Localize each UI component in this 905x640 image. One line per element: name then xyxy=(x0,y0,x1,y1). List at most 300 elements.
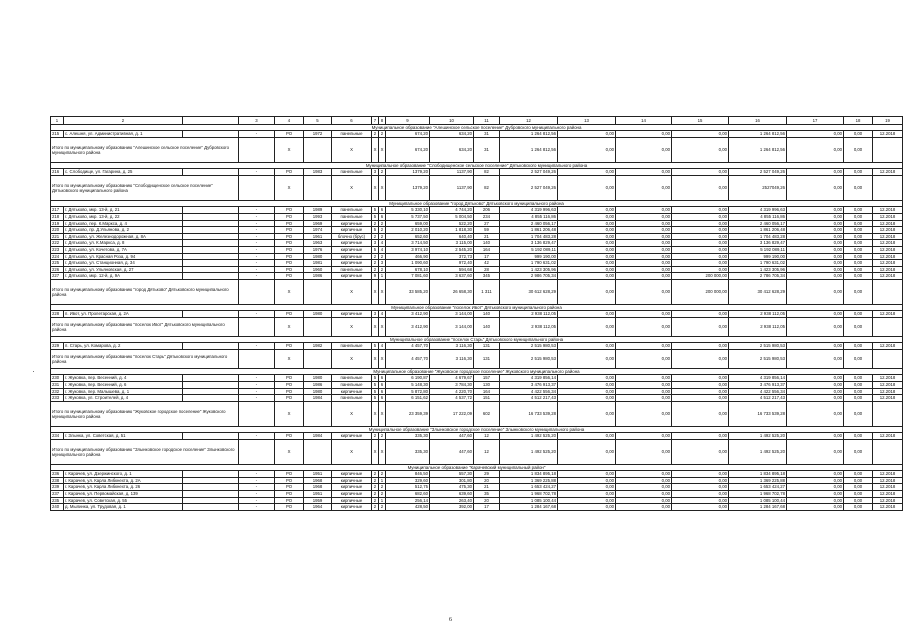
table-cell: 0,00 xyxy=(558,490,616,497)
table-cell: кирпичные xyxy=(332,484,372,491)
total-cell: 3 412,90 xyxy=(386,317,430,336)
register-table-body xyxy=(51,117,903,511)
table-cell: кирпичные xyxy=(332,227,372,234)
table-cell: 0,00 xyxy=(844,214,873,221)
table-row xyxy=(51,233,903,240)
table-cell: 227 xyxy=(51,273,64,280)
table-cell: 0,00 xyxy=(672,207,729,214)
table-cell: 0,00 xyxy=(558,381,616,388)
total-label: Итого по муниципальному образованию "Слободищенское сельское поселение" Дятьковского муниципального района xyxy=(51,176,239,201)
table-cell: г. Дятьково, пр. Д.Ульянова, д. 2 xyxy=(64,227,183,234)
total-cell: 0,00 xyxy=(616,439,672,464)
table-cell: РО xyxy=(275,388,304,395)
table-cell: 3 714,50 xyxy=(386,240,430,247)
table-cell: 1984 xyxy=(304,395,332,402)
table-row xyxy=(51,207,903,214)
table-cell: 0,00 xyxy=(787,490,844,497)
table-cell: 1980 xyxy=(304,375,332,382)
table-cell: РО xyxy=(275,433,304,440)
total-cell: 82 xyxy=(474,176,500,201)
table-cell: г. Дятьково, мкр. 13-й, д. 21 xyxy=(64,207,183,214)
table-cell: г. Злынка, ул. Советская, д. 51 xyxy=(64,433,183,440)
table-cell: 4 319 996,63 xyxy=(500,207,558,214)
table-cell xyxy=(183,311,239,318)
header-cell: 3 xyxy=(239,117,275,125)
table-cell: 4 457,70 xyxy=(386,343,430,350)
table-cell: 0,00 xyxy=(558,220,616,227)
table-cell: 2 515 980,53 xyxy=(500,343,558,350)
table-cell: 12 xyxy=(474,433,500,440)
total-cell xyxy=(239,401,275,426)
total-label: Итого по муниципальному образованию "город Дятьково" Дятьковского муниципального района xyxy=(51,279,239,304)
total-cell: X xyxy=(379,279,386,304)
table-cell: 1 284 167,68 xyxy=(500,504,558,511)
table-row xyxy=(51,388,903,395)
table-cell: 0,00 xyxy=(787,343,844,350)
table-cell: РО xyxy=(275,233,304,240)
table-cell: 151 xyxy=(474,395,500,402)
table-cell: 0,00 xyxy=(672,477,729,484)
table-cell xyxy=(183,477,239,484)
total-cell: 0,00 xyxy=(844,279,873,304)
table-cell: 0,00 xyxy=(616,233,672,240)
table-cell: панельные xyxy=(332,131,372,138)
table-cell: 0,00 xyxy=(844,246,873,253)
table-cell: 29 xyxy=(474,471,500,478)
table-row xyxy=(51,260,903,267)
total-cell: X xyxy=(275,138,304,163)
table-cell: 639,60 xyxy=(430,490,474,497)
scan-speck xyxy=(33,371,34,372)
total-cell: X xyxy=(379,401,386,426)
table-cell: 0,00 xyxy=(558,433,616,440)
table-cell: 659,00 xyxy=(386,220,430,227)
total-label: Итого по муниципальному образованию "Злынковское городское поселение" Злынковского муниципального района xyxy=(51,439,239,464)
table-cell: РО xyxy=(275,266,304,273)
table-cell: 2 xyxy=(372,131,379,138)
table-cell: 594,68 xyxy=(430,266,474,273)
total-cell: 0,00 xyxy=(558,138,616,163)
table-cell: 0,00 xyxy=(616,477,672,484)
table-cell xyxy=(183,169,239,176)
table-cell: 0,00 xyxy=(844,131,873,138)
table-cell: 634,20 xyxy=(430,131,474,138)
table-cell: 0,00 xyxy=(844,169,873,176)
table-cell: 0,00 xyxy=(616,504,672,511)
table-cell: кирпичные xyxy=(332,471,372,478)
table-cell: РО xyxy=(275,311,304,318)
table-cell: 846,50 xyxy=(386,471,430,478)
total-cell: X xyxy=(372,317,379,336)
table-cell: 557,30 xyxy=(430,471,474,478)
table-cell: 0,00 xyxy=(844,477,873,484)
total-cell: 0,00 xyxy=(672,317,729,336)
table-cell: 6 xyxy=(379,214,386,221)
table-cell: - xyxy=(239,240,275,247)
table-cell: 4 512 217,43 xyxy=(729,395,787,402)
table-cell: 0,00 xyxy=(844,490,873,497)
register-table xyxy=(50,116,903,511)
table-cell: 220 xyxy=(51,227,64,234)
table-cell xyxy=(183,233,239,240)
table-cell: 2 010,20 xyxy=(386,227,430,234)
table-cell: кирпичные xyxy=(332,260,372,267)
table-cell: - xyxy=(239,504,275,511)
table-cell: 6 xyxy=(379,375,386,382)
header-cell-blank xyxy=(183,117,239,125)
table-cell: 0,00 xyxy=(787,207,844,214)
total-cell: 602 xyxy=(474,401,500,426)
table-cell: 1 968 702,78 xyxy=(729,490,787,497)
table-cell: - xyxy=(239,246,275,253)
table-cell: РО xyxy=(275,214,304,221)
table-cell: 12.2018 xyxy=(873,233,903,240)
table-cell: 4 220,70 xyxy=(430,388,474,395)
total-cell: X xyxy=(275,317,304,336)
table-cell: кирпичные xyxy=(332,490,372,497)
table-cell: - xyxy=(239,253,275,260)
table-cell: 2 xyxy=(379,471,386,478)
table-cell: РО xyxy=(275,477,304,484)
table-cell: 4 679,67 xyxy=(430,375,474,382)
table-cell: 2 545,20 xyxy=(430,246,474,253)
table-cell: 0,00 xyxy=(844,433,873,440)
total-cell: 0,00 xyxy=(844,401,873,426)
table-cell: РО xyxy=(275,169,304,176)
total-cell: 0,00 xyxy=(844,439,873,464)
total-row xyxy=(51,349,903,368)
table-cell: 1961 xyxy=(304,233,332,240)
table-cell: 3 xyxy=(372,169,379,176)
header-cell: 18 xyxy=(844,117,873,125)
table-cell: г. Карачев, ул. Дзержинского, д. 1 xyxy=(64,471,183,478)
table-cell: 5 872,80 xyxy=(386,388,430,395)
table-cell: 206 xyxy=(474,207,500,214)
table-cell: - xyxy=(239,497,275,504)
table-cell: 1 818,30 xyxy=(430,227,474,234)
table-cell xyxy=(183,266,239,273)
table-cell: 0,00 xyxy=(616,246,672,253)
table-cell: 0,00 xyxy=(844,240,873,247)
table-cell: 0,00 xyxy=(558,253,616,260)
table-cell: 0,00 xyxy=(672,227,729,234)
table-row xyxy=(51,246,903,253)
header-cell: 12 xyxy=(500,117,558,125)
table-cell: 1 369 225,88 xyxy=(729,477,787,484)
total-cell xyxy=(239,349,275,368)
total-cell: 26 658,30 xyxy=(430,279,474,304)
table-cell: 1986 xyxy=(304,381,332,388)
table-row xyxy=(51,395,903,402)
table-cell: 6 xyxy=(379,207,386,214)
table-cell: 0,00 xyxy=(558,477,616,484)
table-cell: 640,40 xyxy=(430,233,474,240)
table-cell: 223 xyxy=(51,246,64,253)
table-cell: - xyxy=(239,169,275,176)
table-cell: 1980 xyxy=(304,253,332,260)
table-cell: 12.2018 xyxy=(873,388,903,395)
table-cell: РО xyxy=(275,260,304,267)
table-cell: 1379,20 xyxy=(386,169,430,176)
table-cell: 231 xyxy=(51,381,64,388)
total-cell: 335,30 xyxy=(386,439,430,464)
table-cell: 652,60 xyxy=(386,233,430,240)
header-cell: 2 xyxy=(64,117,183,125)
total-cell: 30 412 628,29 xyxy=(729,279,787,304)
table-cell: 0,00 xyxy=(672,343,729,350)
table-cell: г. Дятьково, ул. К.Маркса, д. 8 xyxy=(64,240,183,247)
total-cell: 0,00 xyxy=(844,317,873,336)
total-cell: X xyxy=(332,279,372,304)
table-cell: панельные xyxy=(332,395,372,402)
table-cell: 12.2018 xyxy=(873,504,903,511)
total-cell xyxy=(873,401,903,426)
table-cell: 1964 xyxy=(304,504,332,511)
table-cell: 0,00 xyxy=(616,220,672,227)
table-cell xyxy=(183,273,239,280)
total-cell: 0,00 xyxy=(558,439,616,464)
total-cell: X xyxy=(332,401,372,426)
table-row xyxy=(51,311,903,318)
table-cell: 0,00 xyxy=(787,246,844,253)
table-cell: 0,00 xyxy=(558,131,616,138)
table-cell: 0,00 xyxy=(672,490,729,497)
total-cell: X xyxy=(379,317,386,336)
table-cell: 2 527 049,26 xyxy=(729,169,787,176)
table-cell: 200 000,00 xyxy=(672,273,729,280)
table-cell: 5 xyxy=(372,381,379,388)
table-cell: 0,00 xyxy=(558,240,616,247)
table-cell: РО xyxy=(275,253,304,260)
table-cell: 5 xyxy=(372,207,379,214)
table-cell: 236 xyxy=(51,471,64,478)
total-cell xyxy=(304,279,332,304)
table-cell: 3 115,00 xyxy=(430,240,474,247)
table-cell: 1968 xyxy=(304,477,332,484)
table-cell: 5 330,10 xyxy=(386,207,430,214)
table-cell: 301,80 xyxy=(430,477,474,484)
table-row xyxy=(51,169,903,176)
table-cell: 3 476 913,37 xyxy=(729,381,787,388)
table-cell: г. Карачев, ул. Карла Либкнехта, д. 26 xyxy=(64,484,183,491)
table-cell: 12.2018 xyxy=(873,266,903,273)
total-cell: 4 457,70 xyxy=(386,349,430,368)
table-cell: 2 xyxy=(379,220,386,227)
table-cell: 0,00 xyxy=(672,484,729,491)
total-cell: 140 xyxy=(474,317,500,336)
total-cell xyxy=(873,279,903,304)
table-cell: 1981 xyxy=(304,260,332,267)
header-cell: 13 xyxy=(558,117,616,125)
table-cell: 2 xyxy=(372,260,379,267)
table-row xyxy=(51,253,903,260)
table-cell: 4 537,72 xyxy=(430,395,474,402)
table-cell: 0,00 xyxy=(616,260,672,267)
table-cell: 1980 xyxy=(304,388,332,395)
header-cell: 4 xyxy=(275,117,304,125)
table-cell: г. Дятьково, мкр. 12-й, д. 9А xyxy=(64,273,183,280)
table-cell: 0,00 xyxy=(844,381,873,388)
total-cell: 0,00 xyxy=(787,176,844,201)
table-cell: 3 116,30 xyxy=(430,343,474,350)
total-cell: X xyxy=(372,401,379,426)
table-cell: 972,40 xyxy=(430,260,474,267)
table-cell: 0,00 xyxy=(616,471,672,478)
table-row xyxy=(51,381,903,388)
table-cell: - xyxy=(239,227,275,234)
table-cell: 3 637,60 xyxy=(430,273,474,280)
table-cell: 0,00 xyxy=(787,484,844,491)
table-cell: 217 xyxy=(51,207,64,214)
table-row xyxy=(51,490,903,497)
table-cell: - xyxy=(239,273,275,280)
table-cell: 0,00 xyxy=(616,131,672,138)
table-cell: 2 xyxy=(379,433,386,440)
table-cell: - xyxy=(239,375,275,382)
table-cell: 0,00 xyxy=(672,246,729,253)
total-cell: 0,00 xyxy=(672,401,729,426)
header-cell: 14 xyxy=(616,117,672,125)
table-cell: 12.2018 xyxy=(873,497,903,504)
table-cell: кирпичные xyxy=(332,311,372,318)
total-cell: 2 515 980,53 xyxy=(500,349,558,368)
total-cell: 0,00 xyxy=(616,138,672,163)
table-cell: 17 xyxy=(474,504,500,511)
table-cell: 5 xyxy=(372,388,379,395)
table-cell: 5 004,50 xyxy=(430,214,474,221)
table-cell: 2 460 056,17 xyxy=(500,220,558,227)
section-title: Муниципальное образование "Жуковское городское поселение" Жуковского муниципального района xyxy=(51,368,903,374)
total-cell: 3 116,30 xyxy=(430,349,474,368)
header-cell: 10 xyxy=(430,117,474,125)
table-cell: 0,00 xyxy=(844,266,873,273)
total-cell: 2527049,26 xyxy=(729,176,787,201)
total-cell: 0,00 xyxy=(844,138,873,163)
total-cell: 0,00 xyxy=(787,401,844,426)
total-cell: X xyxy=(379,439,386,464)
table-cell: 0,00 xyxy=(787,214,844,221)
table-cell: 1 090,60 xyxy=(386,260,430,267)
table-cell: 35 xyxy=(474,490,500,497)
header-cell: 5 xyxy=(304,117,332,125)
table-cell: блочно (брус) xyxy=(332,233,372,240)
table-row xyxy=(51,477,903,484)
table-cell: РО xyxy=(275,343,304,350)
total-cell: 1379,20 xyxy=(386,176,430,201)
table-row xyxy=(51,273,903,280)
total-cell xyxy=(873,439,903,464)
table-cell: 1 284 167,68 xyxy=(729,504,787,511)
table-cell: 0,00 xyxy=(558,504,616,511)
table-cell: 0,00 xyxy=(616,240,672,247)
table-cell: 1 492 525,20 xyxy=(500,433,558,440)
table-cell: 1986 xyxy=(304,273,332,280)
total-cell: 1137,90 xyxy=(430,176,474,201)
table-cell: 3 974,10 xyxy=(386,246,430,253)
table-cell: 3 xyxy=(372,311,379,318)
table-cell: - xyxy=(239,484,275,491)
table-cell: 157 xyxy=(474,375,500,382)
table-cell: 0,00 xyxy=(616,490,672,497)
table-cell: 1 704 483,28 xyxy=(500,233,558,240)
total-cell: X xyxy=(379,138,386,163)
table-cell: 12.2018 xyxy=(873,381,903,388)
table-cell: 1 861 206,48 xyxy=(500,227,558,234)
table-cell: кирпичные xyxy=(332,504,372,511)
table-cell: РО xyxy=(275,220,304,227)
table-cell: 0,00 xyxy=(844,497,873,504)
table-cell: 232 xyxy=(51,388,64,395)
total-cell xyxy=(304,439,332,464)
total-cell: 2 938 112,05 xyxy=(729,317,787,336)
total-cell: 0,00 xyxy=(672,349,729,368)
table-cell: 447,60 xyxy=(430,433,474,440)
table-cell: 0,00 xyxy=(616,266,672,273)
total-cell: 0,00 xyxy=(558,401,616,426)
table-cell: 0,00 xyxy=(558,388,616,395)
table-cell: 0,00 xyxy=(787,388,844,395)
table-cell: 678,10 xyxy=(386,266,430,273)
table-cell xyxy=(183,214,239,221)
table-cell: кирпичные xyxy=(332,388,372,395)
table-cell: 2 986 705,34 xyxy=(500,273,558,280)
table-cell: 0,00 xyxy=(844,388,873,395)
total-cell: 0,00 xyxy=(558,176,616,201)
table-cell: 475,30 xyxy=(430,484,474,491)
table-cell: г. Карачев, ул. Карла Либкнехта, д. 2А xyxy=(64,477,183,484)
total-cell: 17 222,09 xyxy=(430,401,474,426)
total-row xyxy=(51,279,903,304)
table-cell: 1960 xyxy=(304,266,332,273)
table-cell: панельные xyxy=(332,375,372,382)
table-cell: г. Дятьково, ул. Красная Роза, д. 94 xyxy=(64,253,183,260)
total-cell xyxy=(304,401,332,426)
table-cell: 12.2018 xyxy=(873,260,903,267)
table-cell: 2 515 980,53 xyxy=(729,343,787,350)
table-cell: панельные xyxy=(332,381,372,388)
table-cell: 0,00 xyxy=(672,471,729,478)
table-cell: г. Жуковка, пер. Малышева, д. 1 xyxy=(64,388,183,395)
table-cell: 17 xyxy=(474,253,500,260)
table-cell: п. Старь, ул. Комарова, д. 2 xyxy=(64,343,183,350)
table-cell: 12.2018 xyxy=(873,240,903,247)
table-cell: 4 xyxy=(379,240,386,247)
total-cell: X xyxy=(332,439,372,464)
table-cell: 0,00 xyxy=(787,260,844,267)
total-cell: 0,00 xyxy=(616,349,672,368)
table-cell: кирпичные xyxy=(332,433,372,440)
table-cell: 12.2018 xyxy=(873,273,903,280)
table-row xyxy=(51,484,903,491)
table-cell: 0,00 xyxy=(787,433,844,440)
table-row xyxy=(51,214,903,221)
table-cell: 0,00 xyxy=(616,343,672,350)
table-cell: 6 151,62 xyxy=(386,395,430,402)
total-row xyxy=(51,176,903,201)
table-cell: - xyxy=(239,207,275,214)
table-cell: 6 190,87 xyxy=(386,375,430,382)
table-cell: 0,00 xyxy=(616,207,672,214)
total-cell: X xyxy=(275,176,304,201)
total-cell: 0,00 xyxy=(558,279,616,304)
header-cell: 11 xyxy=(474,117,500,125)
table-cell: 130 xyxy=(474,381,500,388)
table-cell: 3 412,90 xyxy=(386,311,430,318)
table-cell: 0,00 xyxy=(558,497,616,504)
table-cell: 0,00 xyxy=(672,240,729,247)
table-cell: РО xyxy=(275,471,304,478)
table-cell: 221 xyxy=(51,233,64,240)
